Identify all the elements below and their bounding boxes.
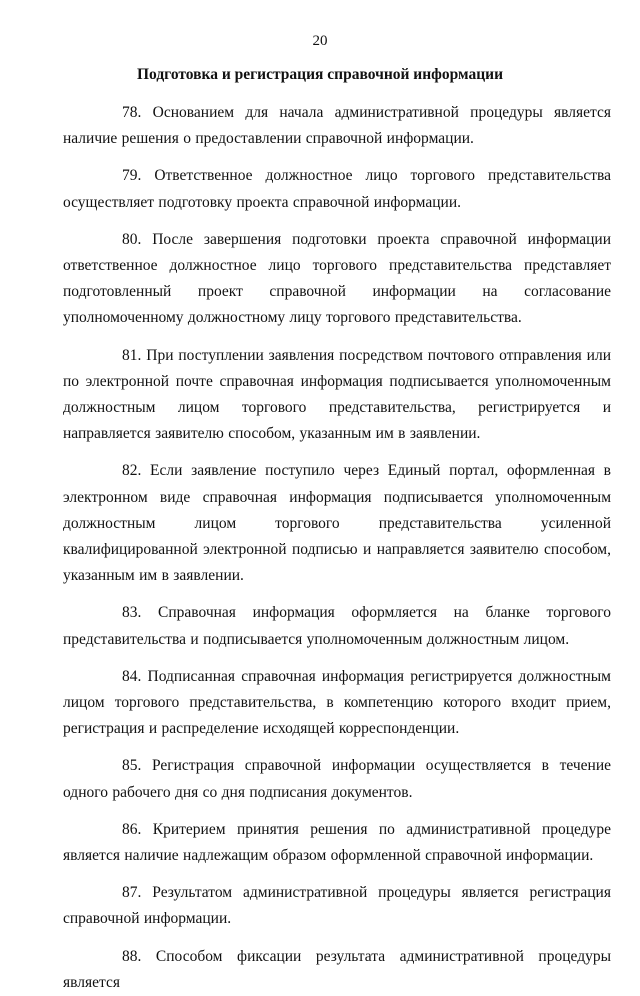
- page-number: 20: [312, 33, 328, 49]
- paragraph-85: 85. Регистрация справочной информации осуществляется в течение одного рабочего дня со дня подписания документов.: [63, 757, 611, 801]
- section-title: Подготовка и регистрация справочной информации: [136, 66, 504, 83]
- paragraph-84: 84. Подписанная справочная информация регистрируется должностным лицом торгового представительства, в компетенцию которого входит прием, регистрация и распределение исходящей корреспонденции.: [63, 667, 611, 738]
- paragraph-88: 88. Способом фиксации результата административной процедуры является: [63, 947, 611, 991]
- paragraph-87: 87. Результатом административной процедуры является регистрация справочной информации.: [63, 884, 611, 928]
- paragraph-79: 79. Ответственное должностное лицо торгового представительства осуществляет подготовку проекта справочной информации.: [63, 167, 611, 211]
- paragraph-83: 83. Справочная информация оформляется на бланке торгового представительства и подписывается уполномоченным должностным лицом.: [63, 604, 611, 648]
- paragraph-80: 80. После завершения подготовки проекта справочной информации ответственное должностное лицо торгового представительства представляет подготовленный проект справочной информации на согласование уполномоченному должностному лицу торгового представительства.: [63, 230, 611, 327]
- paragraph-81: 81. При поступлении заявления посредством почтового отправления или по электронной почте справочная информация подписывается уполномоченным должностным лицом торгового представительства, регистрируется и направляется заявителю способом, указанным им в заявлении.: [63, 346, 611, 443]
- paragraph-86: 86. Критерием принятия решения по административной процедуре является наличие надлежащим образом оформленной справочной информации.: [63, 820, 611, 865]
- paragraph-78: 78. Основанием для начала административной процедуры является наличие решения о предоставлении справочной информации.: [63, 104, 611, 148]
- paragraph-82: 82. Если заявление поступило через Единый портал, оформленная в электронном виде справочная информация подписывается уполномоченным должностным лицом торгового представительства усиленной квалифицированной электронной подписью и направляется заявителю способом, указанным им в заявлении.: [63, 462, 611, 585]
- document-body: [63, 100, 611, 996]
